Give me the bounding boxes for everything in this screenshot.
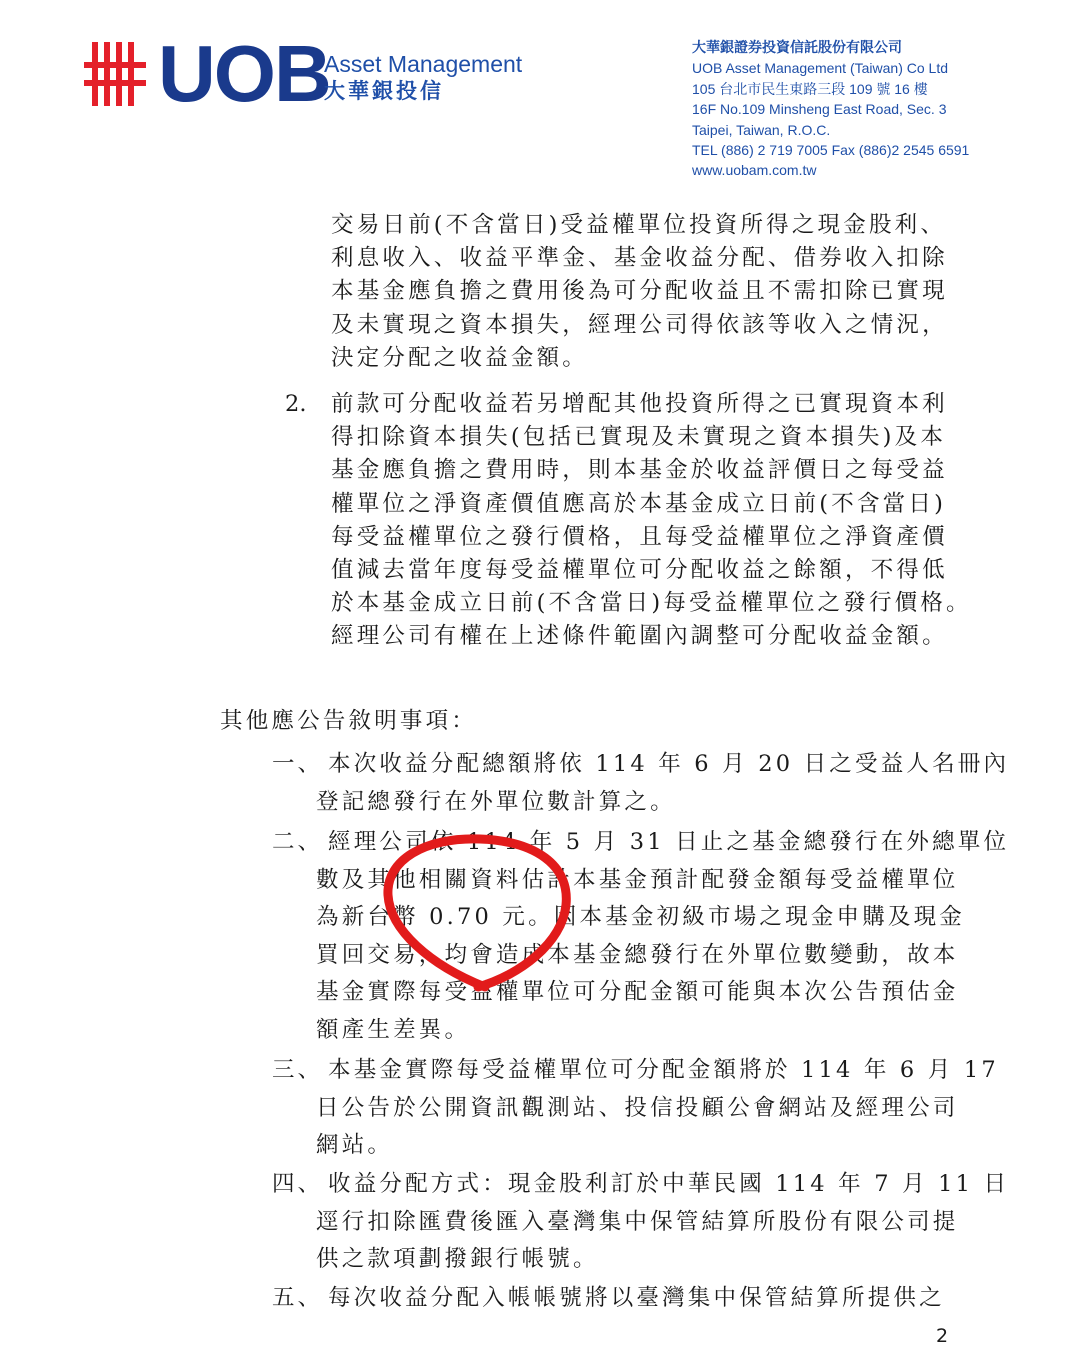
item-line: 本次收益分配總額將依 114 年 6 月 20 日之受益人名冊內 [328,751,1010,777]
paragraph-2-number: 2. [285,391,307,417]
item-3 [316,1052,999,1165]
item-line: 經理公司依 114 年 5 月 31 日止之基金總發行在外總單位 [328,829,1010,855]
paragraph-line: 值減去當年度每受益權單位可分配收益之餘額，不得低 [331,557,948,584]
item-2-number: 二、 [272,829,324,855]
item-line: 數及其他相關資料估計本基金預計配發金額每受益權單位 [316,866,959,893]
item-line: 買回交易，均會造成本基金總發行在外單位數變動，故本 [316,941,959,968]
company-name-zh: 大華銀證券投資信託股份有限公司 [692,40,902,56]
address-en-line1: 16F No.109 Minsheng East Road, Sec. 3 [692,101,947,118]
paragraph-1 [331,209,948,375]
item-line: 網站。 [316,1132,394,1158]
item-1 [316,746,1010,821]
item-line: 逕行扣除匯費後匯入臺灣集中保管結算所股份有限公司提 [316,1208,959,1235]
uob-logo-text: UOB [158,29,330,118]
item-line: 收益分配方式：現金股利訂於中華民國 114 年 7 月 11 日 [328,1171,1010,1197]
paragraph-line: 經理公司有權在上述條件範圍內調整可分配收益金額。 [331,623,948,650]
other-matters-heading: 其他應公告敘明事項： [220,708,478,734]
paragraph-line: 決定分配之收益金額。 [331,344,589,371]
item-line: 日公告於公開資訊觀測站、投信投顧公會網站及經理公司 [316,1094,959,1121]
tel-fax: TEL (886) 2 719 7005 Fax (886)2 2545 6591 [692,142,970,159]
website-link[interactable]: www.uobam.com.tw [692,162,817,179]
paragraph-line: 於本基金成立日前(不含當日)每受益權單位之發行價格。 [331,590,972,617]
paragraph-line: 本基金應負擔之費用後為可分配收益且不需扣除已實現 [331,278,948,305]
uob-logo-mark-icon [84,42,146,106]
item-2 [316,824,1010,1049]
company-name-en: UOB Asset Management (Taiwan) Co Ltd [692,60,949,77]
item-5-number: 五、 [272,1285,324,1311]
item-4 [316,1166,1010,1279]
paragraph-line: 及未實現之資本損失，經理公司得依該等收入之情況， [331,311,948,338]
paragraph-line: 交易日前(不含當日)受益權單位投資所得之現金股利、 [331,212,947,238]
company-info [692,38,1072,181]
paragraph-line: 前款可分配收益若另增配其他投資所得之已實現資本利 [331,391,948,417]
paragraph-line: 利息收入、收益平準金、基金收益分配、借券收入扣除 [331,245,948,272]
asset-management-label: Asset Management [324,51,523,77]
item-1-number: 一、 [272,751,324,777]
item-5 [328,1280,988,1318]
address-zh: 105 台北市民生東路三段 109 號 16 樓 [692,80,928,97]
brand-chinese-name: 大華銀投信 [324,79,444,103]
item-3-number: 三、 [272,1057,324,1083]
item-line: 登記總發行在外單位數計算之。 [316,788,676,815]
item-line: 基金實際每受益權單位可分配金額可能與本次公告預估金 [316,979,959,1005]
paragraph-line: 每受益權單位之發行價格，且每受益權單位之淨資產價 [331,523,948,550]
item-4-number: 四、 [272,1171,324,1197]
item-line: 供之款項劃撥銀行帳號。 [316,1246,599,1272]
page-number: 2 [936,1325,949,1347]
item-line: 本基金實際每受益權單位可分配金額將於 114 年 6 月 17 [328,1057,999,1083]
item-line: 每次收益分配入帳帳號將以臺灣集中保管結算所提供之 [328,1285,945,1311]
item-line: 額產生差異。 [316,1016,471,1043]
paragraph-line: 得扣除資本損失(包括已實現及未實現之資本損失)及本 [331,424,947,451]
paragraph-2 [331,388,972,654]
address-en-line2: Taipei, Taiwan, R.O.C. [692,121,831,138]
paragraph-line: 權單位之淨資產價值應高於本基金成立日前(不含當日) [331,490,947,517]
item-line: 為新台幣 0.70 元。因本基金初級市場之現金申購及現金 [316,904,966,930]
paragraph-line: 基金應負擔之費用時，則本基金於收益評價日之每受益 [331,457,948,484]
